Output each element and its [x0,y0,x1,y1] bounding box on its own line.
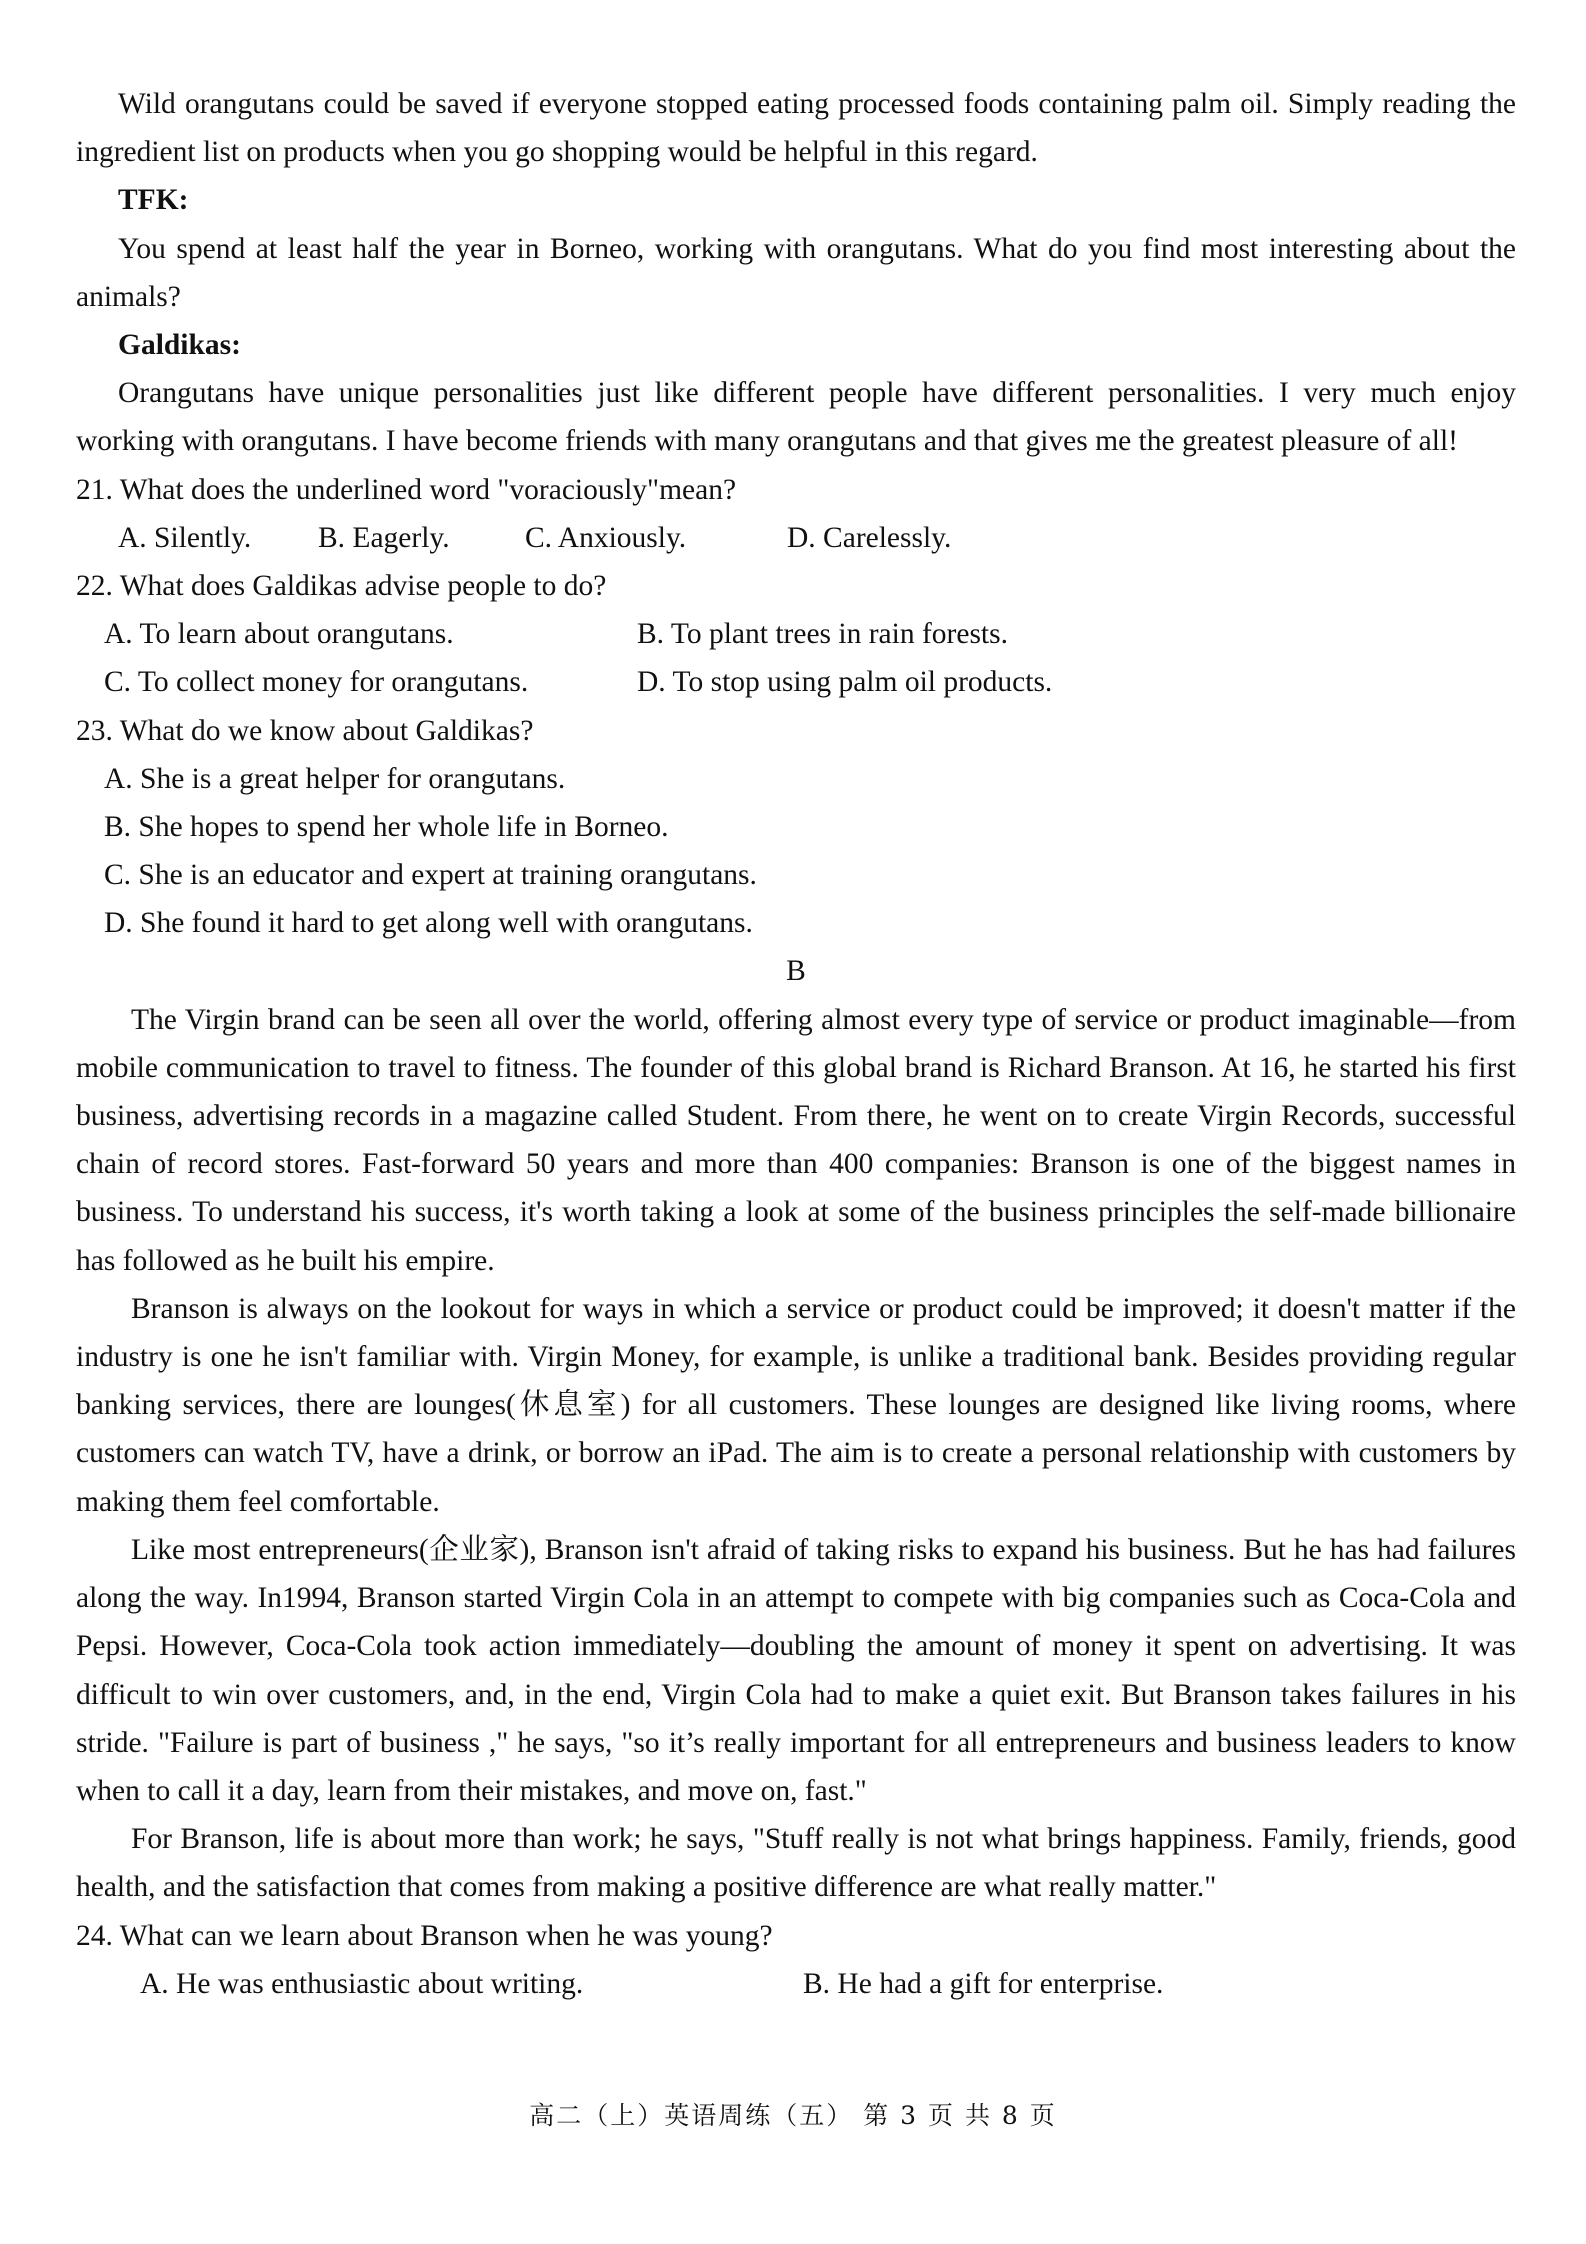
question-22-options-row1 [76,610,1516,658]
option-b: B. She hopes to spend her whole life in Borneo. [104,810,669,843]
option-b: B. He had a gift for enterprise. [803,1967,1164,2000]
passage-b-paragraph-4: For Branson, life is about more than work; he says, "Stuff really is not what brings happiness. Family, friends, good health, and the satisfaction that comes from making a positive difference are what really matter." [76,1823,1516,1904]
passage-a-paragraph: Wild orangutans could be saved if everyone stopped eating processed foods containing palm oil. Simply reading the ingredient list on products when you go shopping would be helpful in this regard. [76,88,1516,169]
option-a: A. To learn about orangutans. [104,618,454,651]
question-24-options [76,1960,1516,2008]
tfk-question: You spend at least half the year in Borneo, working with orangutans. What do you find most interesting about the animals? [76,232,1516,313]
passage-b-paragraph-1: The Virgin brand can be seen all over the world, offering almost every type of service or product imaginable—from mobile communication to travel to fitness. The founder of this global brand is Richard Branson. At 16, he started his first business, advertising records in a magazine called Student. From there, he went on to create Virgin Records, successful chain of record stores. Fast-forward 50 years and more than 400 companies: Branson is one of the biggest names in business. To understand his success, it's worth taking a look at some of the business principles the self-made billionaire has followed as he built his empire. [76,1003,1516,1277]
option-c: C. Anxiously. [525,521,687,554]
galdikas-label: Galdikas: [118,329,241,361]
passage-b-paragraph-2: Branson is always on the lookout for ways in which a service or product could be improved; it doesn't matter if the industry is one he isn't familiar with. Virgin Money, for example, is unlike a traditional bank. Besides providing regular banking services, there are lounges(休息室) for all customers. These lounges are designed like living rooms, where customers can watch TV, have a drink, or borrow an iPad. The aim is to create a personal relationship with customers by making them feel comfortable. [76,1292,1516,1518]
page-footer: 高二（上）英语周练（五） 第 3 页 共 8 页 [529,2101,1057,2130]
option-a: A. He was enthusiastic about writing. [140,1967,584,2000]
tfk-label: TFK: [118,184,189,217]
option-d: D. She found it hard to get along well with orangutans. [104,907,753,940]
question-22-stem: 22. What does Galdikas advise people to do? [76,569,607,602]
option-d: D. To stop using palm oil products. [637,666,1053,699]
exam-page [76,80,1516,2008]
option-d: D. Carelessly. [787,521,952,554]
question-21-options [76,514,1516,562]
question-24-stem: 24. What can we learn about Branson when he was young? [76,1919,773,1952]
option-b: B. To plant trees in rain forests. [637,618,1008,651]
option-a: A. She is a great helper for orangutans. [104,762,566,795]
option-b: B. Eagerly. [318,521,450,554]
passage-b-paragraph-3: Like most entrepreneurs(企业家), Branson isn't afraid of taking risks to expand his business. But he has had failures along the way. In1994, Branson started Virgin Cola in an attempt to compete with big companies such as Coca-Cola and Pepsi. However, Coca-Cola took action immediately—doubling the amount of money it spent on advertising. It was difficult to win over customers, and, in the end, Virgin Cola had to make a quiet exit. But Branson takes failures in his stride. "Failure is part of business ," he says, "so it’s really important for all entrepreneurs and business leaders to know when to call it a day, learn from their mistakes, and move on, fast." [76,1533,1516,1807]
question-22-options-row2 [76,658,1516,706]
question-21-stem: 21. What does the underlined word "voraciously"mean? [76,473,737,506]
option-a: A. Silently. [118,521,252,554]
galdikas-answer: Orangutans have unique personalities just like different people have different personalities. I very much enjoy working with orangutans. I have become friends with many orangutans and that gives me the greatest pleasure of all! [76,377,1516,458]
passage-b-heading: B [786,955,806,988]
option-c: C. To collect money for orangutans. [104,666,529,699]
option-c: C. She is an educator and expert at training orangutans. [104,859,757,892]
question-23-stem: 23. What do we know about Galdikas? [76,714,534,747]
